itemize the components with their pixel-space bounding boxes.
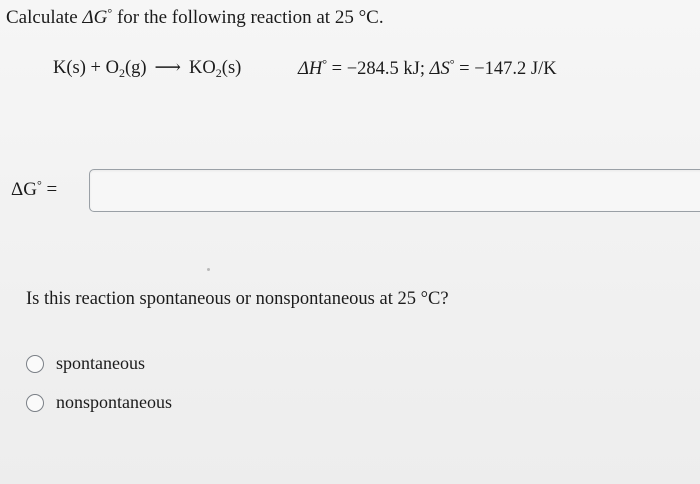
entropy-symbol: ΔS — [429, 59, 450, 79]
reaction-arrow: ⟶ — [154, 58, 182, 78]
title-prefix: Calculate — [6, 7, 83, 28]
thermo-data — [298, 57, 557, 80]
enthalpy-symbol: ΔH — [298, 59, 323, 79]
product-phase: (s) — [221, 58, 242, 78]
enthalpy-degree-mark: ° — [322, 57, 328, 71]
screen-speck — [207, 268, 210, 271]
option-nonspontaneous[interactable] — [26, 392, 172, 413]
product-text: KO — [189, 58, 216, 78]
gibbs-answer-label — [11, 178, 57, 201]
option-spontaneous-label: spontaneous — [56, 353, 145, 373]
option-spontaneous[interactable] — [26, 353, 145, 374]
gibbs-answer-input[interactable] — [89, 169, 700, 212]
entropy-degree-mark: ° — [449, 57, 455, 71]
reactant-text: K(s) + O — [53, 58, 119, 78]
reaction-equation — [53, 57, 241, 81]
question-title — [6, 6, 384, 29]
option-nonspontaneous-label: nonspontaneous — [56, 392, 172, 412]
title-gibbs-symbol: ΔG — [82, 7, 108, 28]
label-degree-mark: ° — [36, 178, 42, 192]
radio-nonspontaneous[interactable] — [26, 394, 44, 412]
title-degree-mark: ° — [107, 6, 113, 20]
entropy-value: = −147.2 J/K — [454, 59, 557, 79]
label-gibbs-symbol: ΔG — [11, 179, 37, 200]
radio-spontaneous[interactable] — [26, 355, 44, 373]
enthalpy-value: = −284.5 kJ; — [327, 59, 430, 79]
product-subscript: 2 — [215, 66, 222, 80]
title-suffix: for the following reaction at 25 °C. — [112, 7, 384, 28]
reactant-phase: (g) — [124, 58, 147, 78]
label-equals: = — [41, 179, 58, 200]
spontaneity-question: Is this reaction spontaneous or nonspontaneous at 25 °C? — [26, 289, 449, 309]
reactant-subscript: 2 — [118, 66, 125, 80]
